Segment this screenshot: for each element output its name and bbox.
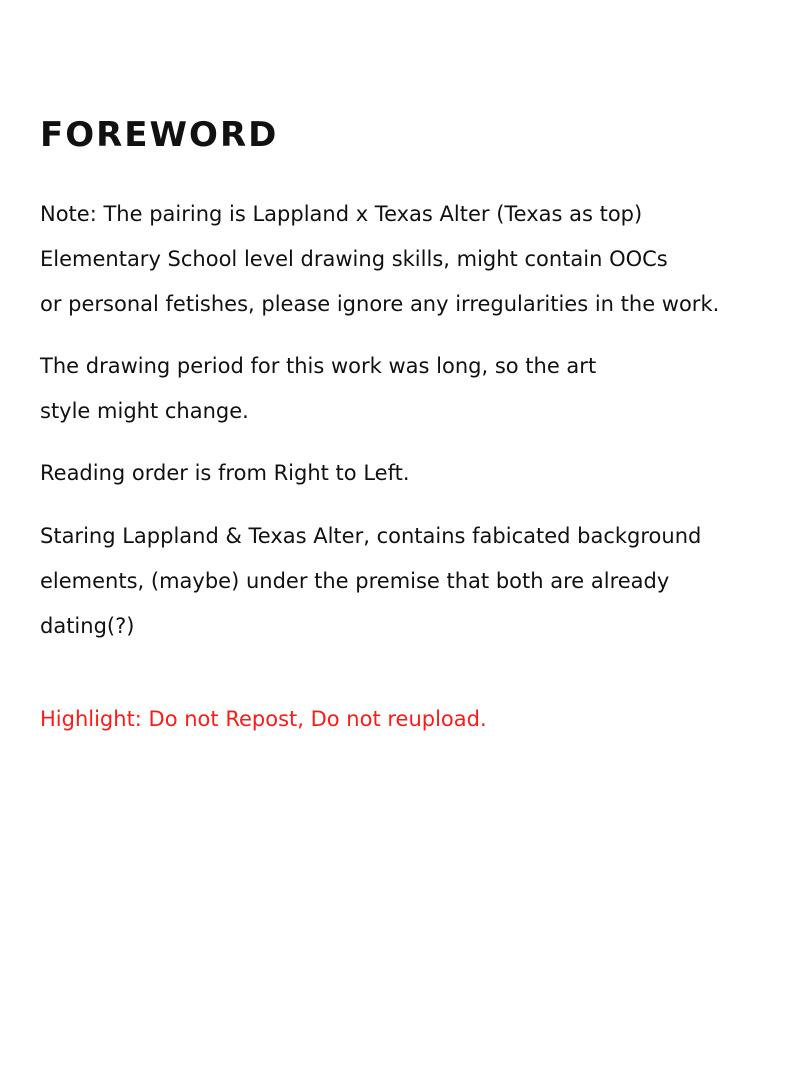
text-line: Staring Lappland & Texas Alter, contains fabicated background xyxy=(40,524,702,548)
text-line: Note: The pairing is Lappland x Texas Alter (Texas as top) xyxy=(40,202,643,226)
text-line: Reading order is from Right to Left. xyxy=(40,461,410,485)
highlight-warning: Highlight: Do not Repost, Do not reupload. xyxy=(40,707,487,731)
text-line: elements, (maybe) under the premise that both are already xyxy=(40,569,670,593)
note-paragraph xyxy=(40,192,719,327)
text-line: Elementary School level drawing skills, might contain OOCs xyxy=(40,247,668,271)
text-line: dating(?) xyxy=(40,614,135,638)
text-line: The drawing period for this work was long, so the art xyxy=(40,354,597,378)
reading-order-paragraph xyxy=(40,451,410,496)
page-title: FOREWORD xyxy=(40,115,279,155)
drawing-period-paragraph xyxy=(40,344,596,434)
text-line: style might change. xyxy=(40,399,249,423)
premise-paragraph xyxy=(40,514,701,649)
text-line: or personal fetishes, please ignore any irregularities in the work. xyxy=(40,292,720,316)
